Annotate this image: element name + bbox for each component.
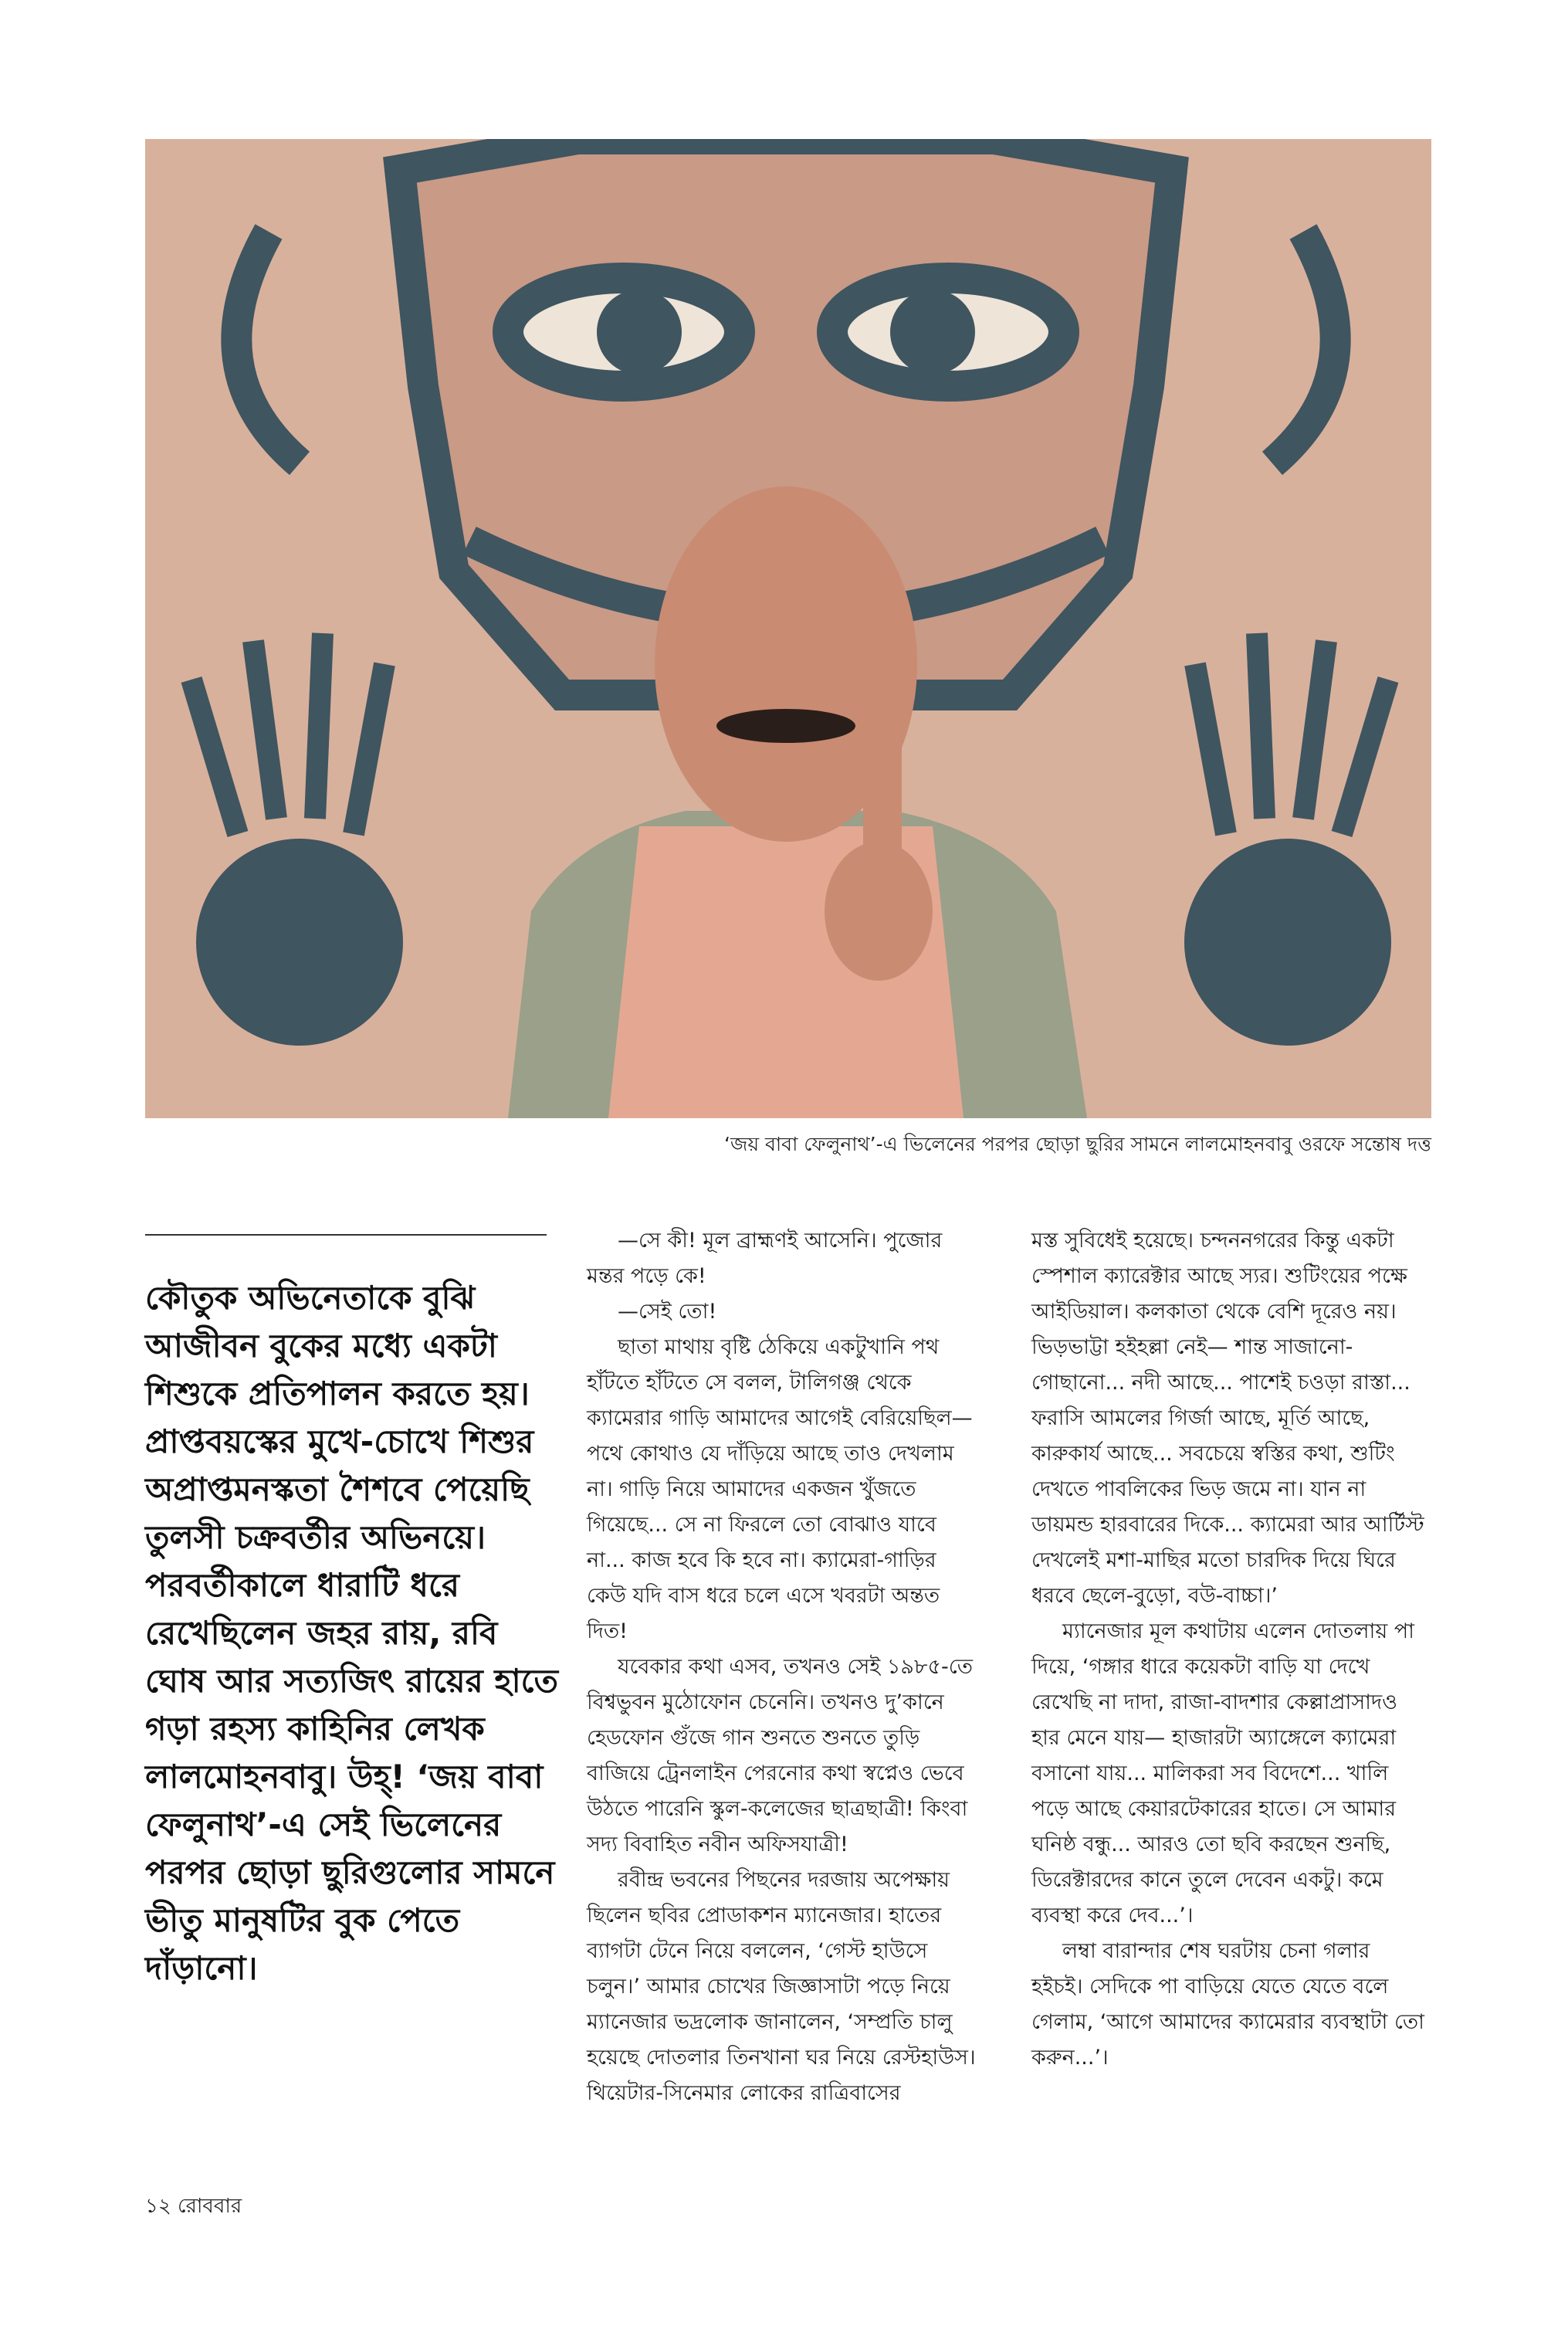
pull-quote: কৌতুক অভিনেতাকে বুঝি আজীবন বুকের মধ্যে একটা শিশুকে প্রতিপালন করতে হয়। প্রাপ্তবয়স্কের মুখে-চোখে শিশুর অপ্রাপ্তমনস্কতা শৈশবে পেয়েছি তুলসী চক্রবর্তীর অভিনয়ে। পরবর্তীকালে ধারাটি ধরে রেখেছিলেন জহর রায়, রবি ঘোষ আর সত্যজিৎ রায়ের হাতে গড়া রহস্য কাহিনির লেখক লালমোহনবাবু। উহ্! ‘জয় বাবা ফেলুনাথ’-এ সেই ভিলেনের পরপর ছোড়া ছুরিগুলোর সামনে ভীতু মানুষটির বুক পেতে দাঁড়ানো। (145, 1279, 559, 1987)
photo-caption: ‘জয় বাবা ফেলুনাথ’-এ ভিলেনের পরপর ছোড়া ছুরির সামনে লালমোহনবাবু ওরফে সন্তোষ দত্ত (724, 1133, 1431, 1155)
film-still-photo (145, 139, 1431, 1118)
paragraph: —সেই তো! (618, 1300, 717, 1324)
paragraph: ম্যানেজার মূল কথাটায় এলেন দোতলায় পা দিয়ে, ‘গঙ্গার ধারে কয়েকটা বাড়ি যা দেখে রেখেছি না দাদা, রাজা-বাদশার কেল্লাপ্রাসাদও হার মেনে যায়— হাজারটা অ্যাঙ্গেলে ক্যামেরা বসানো যায়... মালিকরা সব বিদেশে... খালি পড়ে আছে কেয়ারটেকারের হাতে। সে আমার ঘনিষ্ঠ বন্ধু... আরও তো ছবি করছেন শুনছি, ডিরেক্টারদের কানে তুলে দেবেন একটু। কমে ব্যবস্থা করে দেব...’। (1031, 1619, 1414, 1928)
page-folio: ১২ রোববার (145, 2195, 242, 2218)
paragraph: —সে কী! মূল ব্রাহ্মণই আসেনি। পুজোর মন্তর পড়ে কে! (587, 1229, 943, 1288)
paragraph: যবেকার কথা এসব, তখনও সেই ১৯৮৫-তে বিশ্বভুবন মুঠোফোন চেনেনি। তখনও দু’কানে হেডফোন গুঁজে গান শুনতে শুনতে তুড়ি বাজিয়ে ট্রেনলাইন পেরনোর কথা স্বপ্নেও ভেবে উঠতে পারেনি স্কুল-কলেজের ছাত্রছাত্রী! কিংবা সদ্য বিবাহিত নবীন অফিসযাত্রী! (587, 1655, 973, 1856)
paragraph: লম্বা বারান্দার শেষ ঘরটায় চেনা গলার হইচই। সেদিকে পা বাড়িয়ে যেতে যেতে বলে গেলাম, ‘আগে আমাদের ক্যামেরার ব্যবস্থাটা তো করুন...’। (1031, 1939, 1425, 2070)
pull-quote-rule (145, 1234, 547, 1236)
article-column-2 (587, 1223, 980, 2111)
paragraph: ছাতা মাথায় বৃষ্টি ঠেকিয়ে একটুখানি পথ হাঁটতে হাঁটতে সে বলল, টালিগঞ্জ থেকে ক্যামেরার গাড়ি আমাদের আগেই বেরিয়েছিল— পথে কোথাও যে দাঁড়িয়ে আছে তাও দেখলাম না। গাড়ি নিয়ে আমাদের একজন খুঁজতে গিয়েছে... সে না ফিরলে তো বোঝাও যাবে না... কাজ হবে কি হবে না। ক্যামেরা-গাড়ির কেউ যদি বাস ধরে চলে এসে খবরটা অন্তত দিত! (587, 1335, 973, 1643)
film-still-illustration (145, 139, 1431, 1118)
article-column-3 (1031, 1223, 1425, 2076)
paragraph: মস্ত সুবিধেই হয়েছে। চন্দননগরের কিন্তু একটা স্পেশাল ক্যারেক্টার আছে স্যর। শুটিংয়ের পক্ষে আইডিয়াল। কলকাতা থেকে বেশি দূরেও নয়। ভিড়ভাট্টা হইহল্লা নেই— শান্ত সাজানো-গোছানো... নদী আছে... পাশেই চওড়া রাস্তা... ফরাসি আমলের গির্জা আছে, মূর্তি আছে, কারুকার্য আছে... সবচেয়ে স্বস্তির কথা, শুটিং দেখতে পাবলিকের ভিড় জমে না। যান না ডায়মন্ড হারবারের দিকে... ক্যামেরা আর আর্টিস্ট দেখলেই মশা-মাছির মতো চারদিক দিয়ে ঘিরে ধরবে ছেলে-বুড়ো, বউ-বাচ্চা।’ (1031, 1229, 1424, 1608)
paragraph: রবীন্দ্র ভবনের পিছনের দরজায় অপেক্ষায় ছিলেন ছবির প্রোডাকশন ম্যানেজার। হাতের ব্যাগটা টেনে নিয়ে বললেন, ‘গেস্ট হাউসে চলুন।’ আমার চোখের জিজ্ঞাসাটা পড়ে নিয়ে ম্যানেজার ভদ্রলোক জানালেন, ‘সম্প্রতি চালু হয়েছে দোতলার তিনখানা ঘর নিয়ে রেস্টহাউস। থিয়েটার-সিনেমার লোকের রাত্রিবাসের (587, 1868, 976, 2105)
